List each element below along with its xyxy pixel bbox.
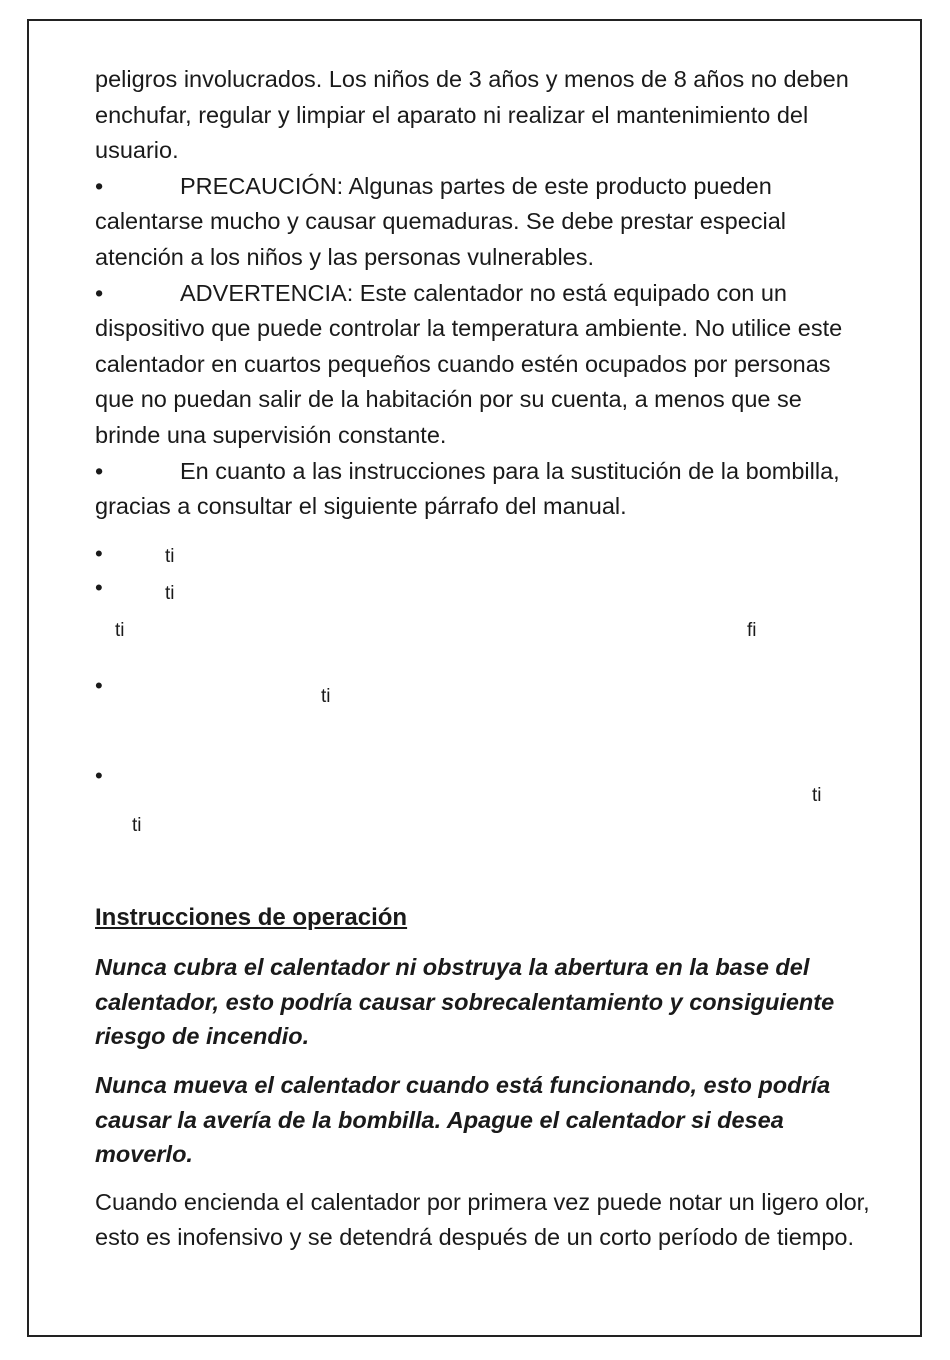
bullet-precaucion	[95, 169, 865, 276]
note-first-use: Cuando encienda el calentador por primera vez puede notar un ligero olor, esto es inofensivo y se detendrá después de un corto período de tiempo.	[95, 1189, 870, 1250]
ghost-fragment: ti	[115, 620, 125, 641]
warning-cover: Nunca cubra el calentador ni obstruya la abertura en la base del calentador, esto podría causar sobrecalentamiento y consiguiente riesgo de incendio.	[95, 954, 835, 1049]
ghost-bullet-marker: •	[95, 541, 103, 566]
bullet-text: PRECAUCIÓN: Algunas partes de este producto pueden calentarse mucho y causar quemaduras. Se debe prestar especial atención a los niños y las personas vulnerables.	[95, 172, 787, 270]
bullet-bombilla	[95, 454, 865, 525]
bullet-marker: •	[95, 172, 104, 199]
bullet-text: ADVERTENCIA: Este calentador no está equipado con un dispositivo que puede controlar la temperatura ambiente. No utilice este calentador en cuartos pequeños cuando estén ocupados por personas que no puedan salir de la habitación por su cuenta, a menos que se brinde una supervisión constante.	[95, 279, 843, 448]
bullet-text: En cuanto a las instrucciones para la sustitución de la bombilla, gracias a consultar el siguiente párrafo del manual.	[95, 457, 840, 520]
ghost-fragment: ti	[812, 785, 822, 806]
ghost-bullet-marker: •	[95, 763, 103, 788]
ghost-fragment: ti	[165, 546, 175, 567]
document-body	[95, 62, 865, 525]
ghost-fragment: ti	[165, 583, 175, 604]
ghost-fragment: ti	[132, 815, 142, 836]
bullet-marker: •	[95, 279, 104, 306]
ghost-bullet-marker: •	[95, 575, 103, 600]
paragraph-intro: peligros involucrados. Los niños de 3 años y menos de 8 años no deben enchufar, regular y limpiar el aparato ni realizar el mantenimiento del usuario.	[95, 66, 849, 164]
ghost-fragment: fi	[747, 620, 757, 641]
bullet-marker: •	[95, 457, 104, 484]
ghost-fragment: ti	[321, 686, 331, 707]
ghost-bullet-marker: •	[95, 673, 103, 698]
section-heading: Instrucciones de operación	[95, 904, 408, 931]
bullet-advertencia	[95, 276, 865, 454]
warning-move: Nunca mueva el calentador cuando está funcionando, esto podría causar la avería de la bombilla. Apague el calentador si desea moverlo.	[95, 1072, 831, 1167]
